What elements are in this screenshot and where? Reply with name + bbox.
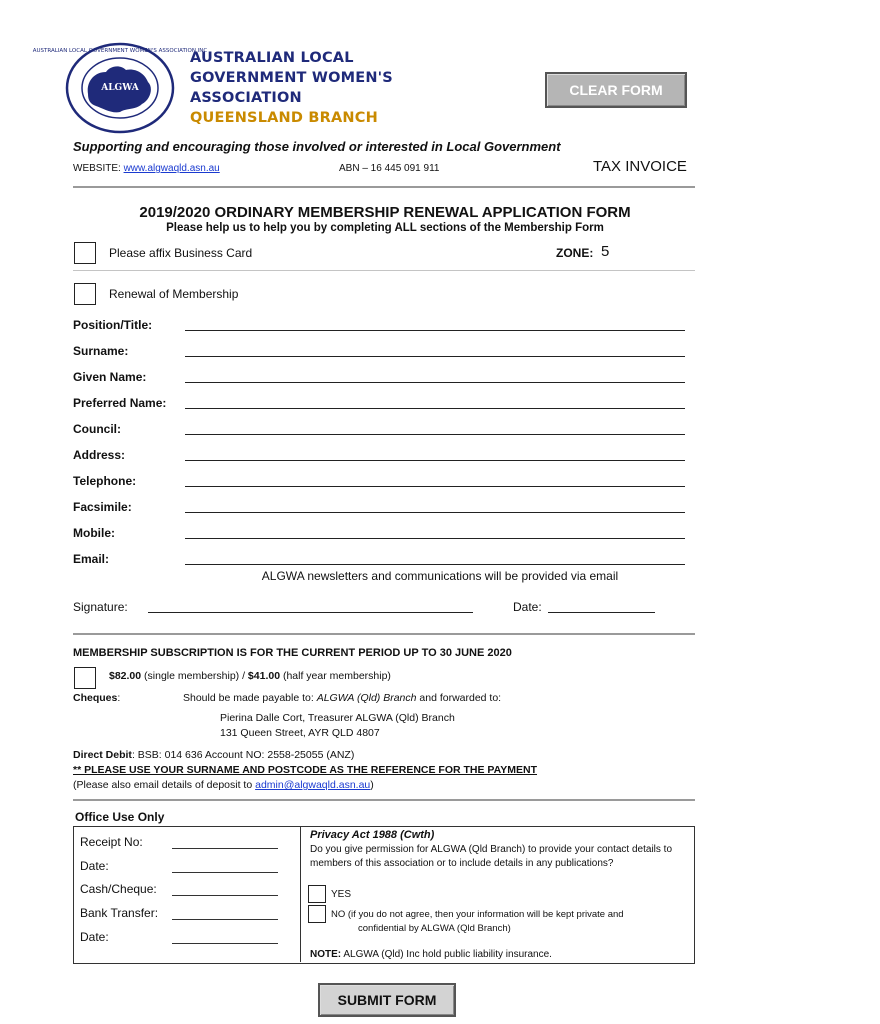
organization-name <box>190 48 393 128</box>
zone-label: ZONE: <box>556 246 594 260</box>
office-row-date-2: Date: <box>80 930 109 944</box>
bank-transfer-input[interactable] <box>172 919 278 920</box>
signature-input[interactable] <box>148 612 473 613</box>
algwa-logo <box>32 42 208 134</box>
cheques-text-2: and forwarded to: <box>416 692 502 704</box>
cheques-label: Cheques <box>73 692 118 704</box>
date-label: Date: <box>513 600 542 614</box>
privacy-no-label: NO <box>331 909 346 920</box>
cheques-text-1: Should be made payable to: <box>183 692 317 704</box>
cheques-colon: : <box>117 692 121 704</box>
field-label-position: Position/Title: <box>73 318 153 332</box>
org-branch: QUEENSLAND BRANCH <box>190 110 378 126</box>
office-date-input[interactable] <box>172 872 278 873</box>
direct-debit-label: Direct Debit <box>73 749 132 761</box>
office-date-2-input[interactable] <box>172 943 278 944</box>
cheques-row <box>73 692 120 704</box>
org-line-3: ASSOCIATION <box>190 90 302 106</box>
direct-debit-text: : BSB: 014 636 Account NO: 2558-25055 (ANZ) <box>131 749 355 761</box>
field-input-email[interactable] <box>185 564 685 565</box>
clear-form-button[interactable]: CLEAR FORM <box>545 72 687 108</box>
cash-cheque-input[interactable] <box>172 895 278 896</box>
renewal-checkbox[interactable] <box>74 283 96 305</box>
note-text: ALGWA (Qld) Inc hold public liability insurance. <box>341 949 552 960</box>
office-use-heading: Office Use Only <box>75 810 165 824</box>
org-line-1: AUSTRALIAN LOCAL <box>190 50 354 66</box>
renewal-label: Renewal of Membership <box>109 287 239 301</box>
field-label-telephone: Telephone: <box>73 474 137 488</box>
email-deposit-prefix: (Please also email details of deposit to <box>73 779 256 791</box>
form-subtitle: Please help us to help you by completing ALL sections of the Membership Form <box>166 222 604 234</box>
price-half: $41.00 <box>247 670 281 682</box>
field-label-council: Council: <box>73 422 121 436</box>
field-label-facsimile: Facsimile: <box>73 500 132 514</box>
privacy-yes-label: YES <box>331 889 352 900</box>
business-card-checkbox[interactable] <box>74 242 96 264</box>
treasurer-address-line-2: 131 Queen Street, AYR QLD 4807 <box>220 727 380 739</box>
treasurer-address-line-1: Pierina Dalle Cort, Treasurer ALGWA (Qld) Branch <box>220 712 455 724</box>
email-deposit-link[interactable]: admin@algwaqld.asn.au <box>255 779 371 791</box>
office-box-divider <box>300 826 301 962</box>
subscription-heading: MEMBERSHIP SUBSCRIPTION IS FOR THE CURRENT PERIOD UP TO 30 JUNE 2020 <box>73 647 512 659</box>
privacy-no-note-1: (if you do not agree, then your information will be kept private and <box>345 909 624 920</box>
divider <box>73 186 695 188</box>
tax-invoice-label: TAX INVOICE <box>593 158 687 175</box>
field-label-surname: Surname: <box>73 344 129 358</box>
field-input-council[interactable] <box>185 434 685 435</box>
website-link[interactable]: www.algwaqld.asn.au <box>123 163 220 174</box>
privacy-no-checkbox[interactable] <box>308 905 326 923</box>
org-line-2: GOVERNMENT WOMEN'S <box>190 70 393 86</box>
office-row-cash-cheque: Cash/Cheque: <box>80 882 157 896</box>
date-input[interactable] <box>548 612 655 613</box>
field-input-facsimile[interactable] <box>185 512 685 513</box>
office-row-bank-transfer: Bank Transfer: <box>80 906 159 920</box>
field-label-email: Email: <box>73 552 110 566</box>
field-label-given-name: Given Name: <box>73 370 147 384</box>
cheques-text <box>183 692 501 704</box>
email-deposit-note <box>73 779 374 791</box>
field-input-telephone[interactable] <box>185 486 685 487</box>
privacy-no-note-2: confidential by ALGWA (Qld Branch) <box>358 923 511 934</box>
logo-text: ALGWA <box>101 83 139 93</box>
privacy-yes-checkbox[interactable] <box>308 885 326 903</box>
price-half-note: (half year membership) <box>280 670 391 682</box>
note-label: NOTE: <box>310 949 342 960</box>
logo-ring-text: AUSTRALIAN LOCAL GOVERNMENT WOMEN'S ASSOCIATION INC <box>32 48 208 54</box>
email-note: ALGWA newsletters and communications will be provided via email <box>261 569 619 583</box>
signature-label: Signature: <box>73 600 128 614</box>
privacy-no-row <box>331 908 624 922</box>
direct-debit <box>73 749 354 761</box>
cheques-payee: ALGWA (Qld) Branch <box>316 692 417 704</box>
privacy-title: Privacy Act 1988 (Cwth) <box>310 829 435 841</box>
email-deposit-suffix: ) <box>370 779 374 791</box>
price-single-note: (single membership) / <box>141 670 248 682</box>
field-input-preferred-name[interactable] <box>185 408 685 409</box>
website-prefix: WEBSITE: <box>73 163 124 174</box>
divider <box>73 633 695 635</box>
tagline: Supporting and encouraging those involved or interested in Local Government <box>73 139 561 154</box>
field-label-address: Address: <box>73 448 126 462</box>
reference-note: ** PLEASE USE YOUR SURNAME AND POSTCODE AS THE REFERENCE FOR THE PAYMENT <box>73 764 538 776</box>
field-input-mobile[interactable] <box>185 538 685 539</box>
website <box>73 163 220 174</box>
field-label-mobile: Mobile: <box>73 526 115 540</box>
subscription-price <box>109 670 391 682</box>
divider <box>73 799 695 801</box>
field-input-address[interactable] <box>185 460 685 461</box>
office-row-date: Date: <box>80 859 109 873</box>
field-label-preferred-name: Preferred Name: <box>73 396 167 410</box>
insurance-note <box>310 948 552 962</box>
field-input-given-name[interactable] <box>185 382 685 383</box>
field-input-surname[interactable] <box>185 356 685 357</box>
submit-form-button[interactable]: SUBMIT FORM <box>318 983 456 1017</box>
form-title: 2019/2020 ORDINARY MEMBERSHIP RENEWAL APPLICATION FORM <box>139 204 631 221</box>
office-row-receipt: Receipt No: <box>80 835 143 849</box>
privacy-text: Do you give permission for ALGWA (Qld Branch) to provide your contact details to members of this association or to include details in any publications? <box>310 844 673 869</box>
subscription-checkbox[interactable] <box>74 667 96 689</box>
receipt-input[interactable] <box>172 848 278 849</box>
zone-value[interactable]: 5 <box>601 243 610 260</box>
abn: ABN – 16 445 091 911 <box>339 163 440 174</box>
field-input-position[interactable] <box>185 330 685 331</box>
price-single: $82.00 <box>109 670 142 682</box>
divider <box>73 270 695 271</box>
business-card-label: Please affix Business Card <box>109 246 253 260</box>
